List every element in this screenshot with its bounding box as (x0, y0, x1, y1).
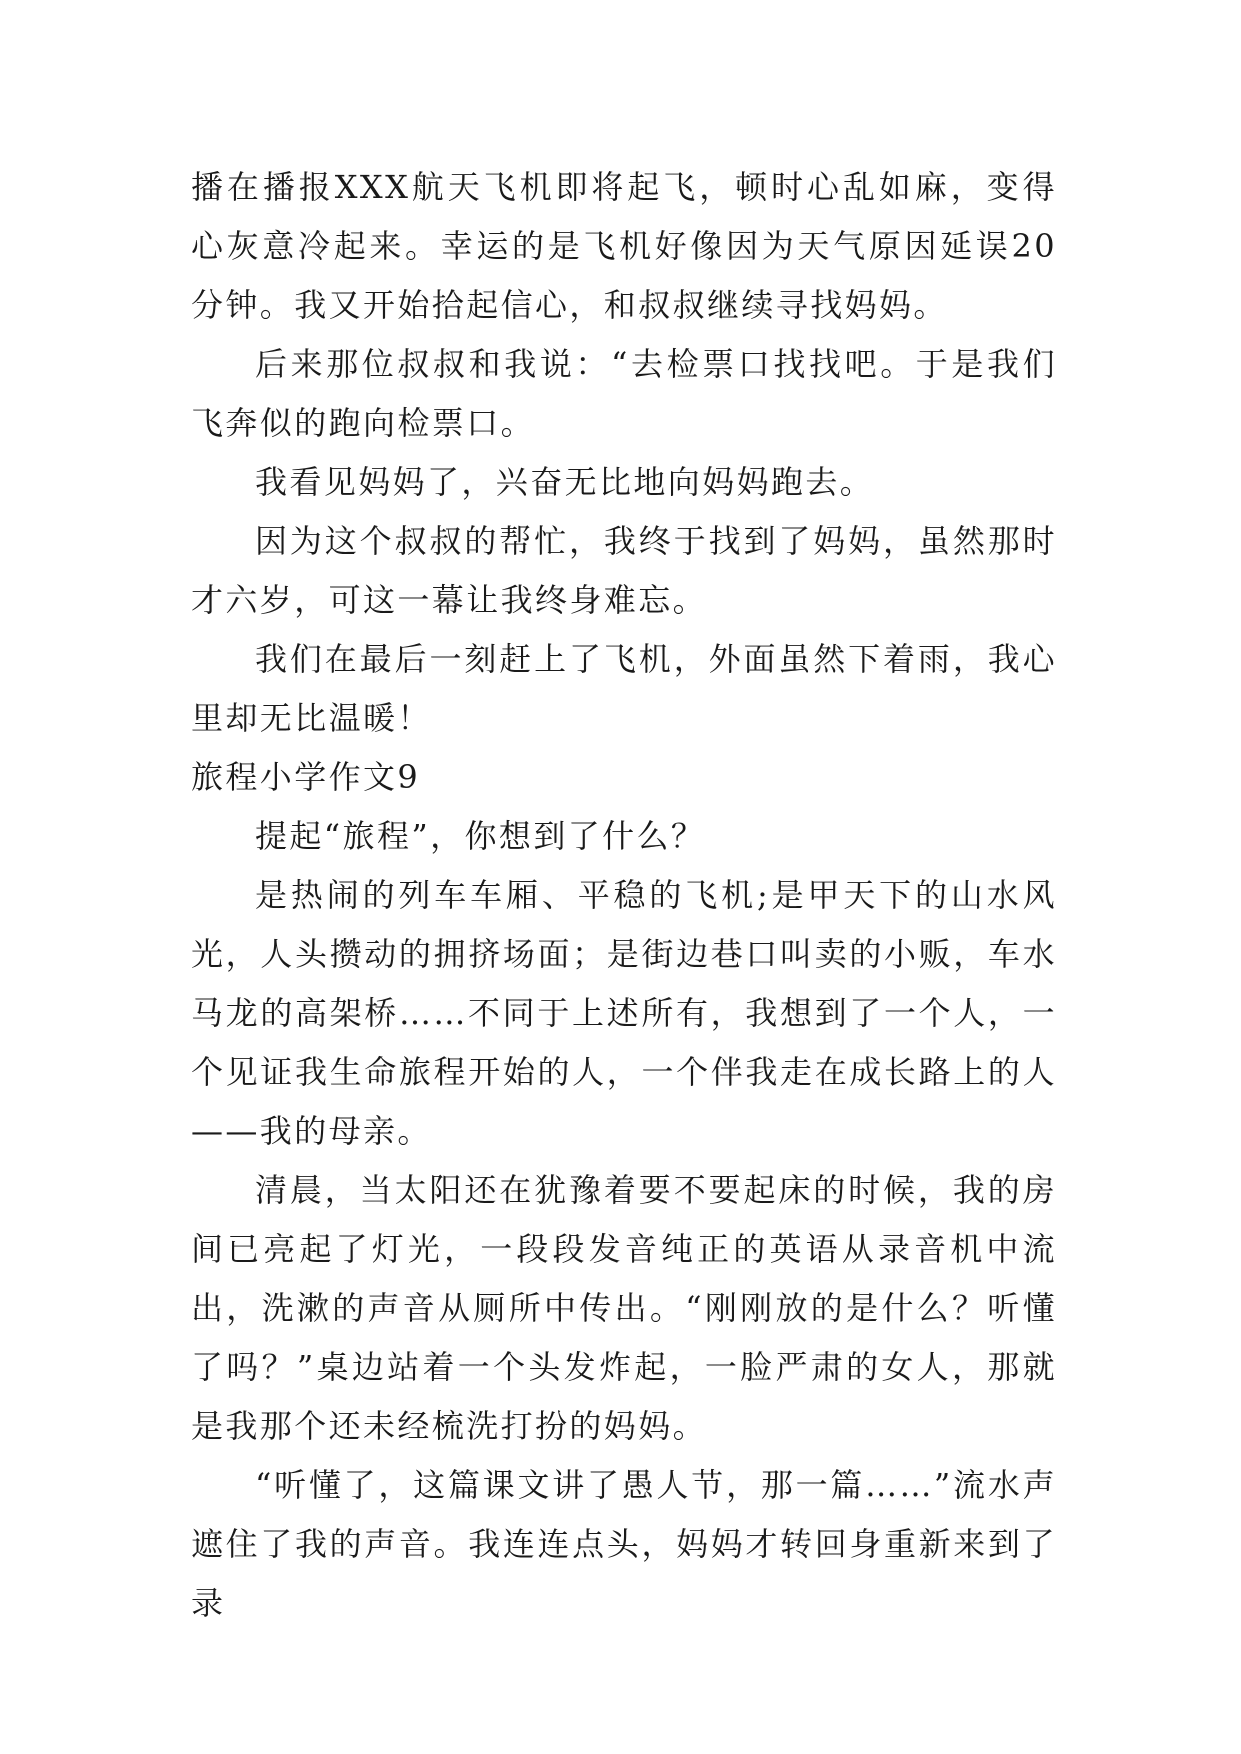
paragraph-6: 提起“旅程”，你想到了什么？ (255, 817, 706, 855)
paragraph-3: 我看见妈妈了，兴奋无比地向妈妈跑去。 (255, 463, 875, 501)
paragraph-1: 播在播报XXX航天飞机即将起飞，顿时心乱如麻，变得心灰意冷起来。幸运的是飞机好像因为天气原因延误20分钟。我又开始拾起信心，和叔叔继续寻找妈妈。 (191, 168, 1057, 324)
section-title: 旅程小学作文9 (191, 758, 421, 796)
paragraph-2: 后来那位叔叔和我说：“去检票口找找吧。于是我们飞奔似的跑向检票口。 (191, 345, 1057, 442)
paragraph-5: 我们在最后一刻赶上了飞机，外面虽然下着雨，我心里却无比温暖！ (191, 640, 1057, 737)
document-body (191, 158, 1057, 1633)
paragraph-8: 清晨，当太阳还在犹豫着要不要起床的时候，我的房间已亮起了灯光，一段段发音纯正的英语从录音机中流出，洗漱的声音从厕所中传出。“刚刚放的是什么？听懂了吗？”桌边站着一个头发炸起，一脸严肃的女人，那就是我那个还未经梳洗打扮的妈妈。 (191, 1171, 1057, 1445)
paragraph-9: “听懂了，这篇课文讲了愚人节，那一篇……”流水声遮住了我的声音。我连连点头，妈妈才转回身重新来到了录 (191, 1466, 1057, 1622)
paragraph-4: 因为这个叔叔的帮忙，我终于找到了妈妈，虽然那时才六岁，可这一幕让我终身难忘。 (191, 522, 1057, 619)
paragraph-7: 是热闹的列车车厢、平稳的飞机;是甲天下的山水风光，人头攒动的拥挤场面；是街边巷口叫卖的小贩，车水马龙的高架桥……不同于上述所有，我想到了一个人，一个见证我生命旅程开始的人，一个伴我走在成长路上的人——我的母亲。 (191, 876, 1057, 1150)
